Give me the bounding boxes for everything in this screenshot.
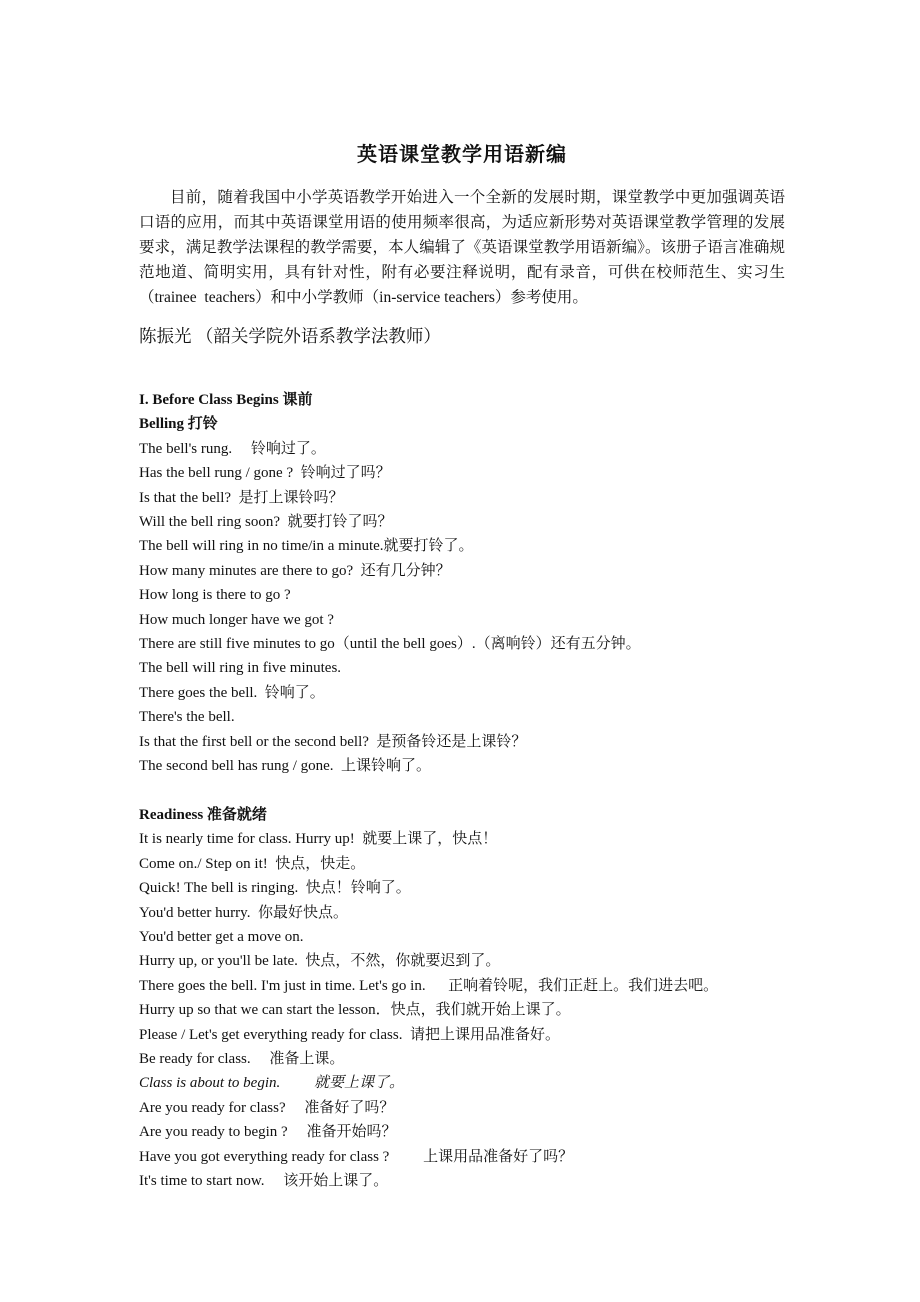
phrase-line: There are still five minutes to go（until the bell goes）.（离响铃）还有五分钟。 [139,636,641,653]
phrase-line: Hurry up so that we can start the lesson．快点，我们就开始上课了。 [139,1002,571,1019]
phrase-line: How many minutes are there to go? 还有几分钟？ [139,562,451,579]
subsection-heading-belling: Belling 打铃 [139,416,218,433]
intro-paragraph: 目前，随着我国中小学英语教学开始进入一个全新的发展时期，课堂教学中更加强调英语口语的应用，而其中英语课堂用语的使用频率很高，为适应新形势对英语课堂教学管理的发展要求，满足教学法课程的教学需要，本人编辑了《英语课堂教学用语新编》。该册子语言准确规范地道、简明实用，具有针对性，附有必要注释说明，配有录音，可供在校师范生、实习生（trainee teachers）和中小学教师（in-service teachers）参考使用。 [139,189,785,306]
phrase-line: There goes the bell. I'm just in time. Let's go in. 正响着铃呢，我们正赶上。我们进去吧。 [139,977,719,994]
phrase-line: It is nearly time for class. Hurry up! 就要上课了，快点！ [139,831,498,848]
subsection-heading-readiness: Readiness 准备就绪 [139,806,267,823]
belling-lines [139,437,785,779]
phrase-line: You'd better get a move on. [139,928,304,945]
section-heading-before-class: I. Before Class Begins 课前 [139,392,313,408]
phrase-line: There's the bell. [139,709,235,726]
phrase-line: Have you got everything ready for class ? 上课用品准备好了吗？ [139,1148,574,1165]
phrase-line: Has the bell rung / gone ? 铃响过了吗？ [139,465,391,482]
phrase-line: There goes the bell. 铃响了。 [139,684,325,701]
phrase-line: Come on./ Step on it! 快点，快走。 [139,855,366,872]
phrase-line: The bell will ring in no time/in a minute.就要打铃了。 [139,538,474,555]
phrase-line: Hurry up, or you'll be late. 快点，不然，你就要迟到了。 [139,953,501,970]
phrase-line: Is that the first bell or the second bell? 是预备铃还是上课铃？ [139,733,527,750]
phrase-line: Class is about to begin. 就要上课了。 [139,1075,405,1092]
phrase-line: Is that the bell? 是打上课铃吗？ [139,489,344,506]
doc-title: 英语课堂教学用语新编 [357,144,567,166]
phrase-line: Be ready for class. 准备上课。 [139,1050,345,1067]
phrase-line: Are you ready to begin ? 准备开始吗？ [139,1124,397,1141]
phrase-line: Are you ready for class? 准备好了吗？ [139,1099,395,1116]
phrase-line: How much longer have we got ? [139,611,334,628]
readiness-lines [139,827,785,1193]
phrase-line: The second bell has rung / gone. 上课铃响了。 [139,758,432,775]
phrase-line: It's time to start now. 该开始上课了。 [139,1172,389,1189]
phrase-line: You'd better hurry. 你最好快点。 [139,904,348,921]
phrase-line: Will the bell ring soon? 就要打铃了吗？ [139,514,393,531]
phrase-line: Quick! The bell is ringing. 快点！铃响了。 [139,880,411,897]
document-content [139,142,785,1193]
phrase-line: The bell's rung. 铃响过了。 [139,440,326,457]
author-line: 陈振光 （韶关学院外语系教学法教师） [139,326,441,346]
phrase-line: The bell will ring in five minutes. [139,660,342,677]
phrase-line: Please / Let's get everything ready for class. 请把上课用品准备好。 [139,1026,560,1043]
phrase-line: How long is there to go ? [139,587,291,604]
